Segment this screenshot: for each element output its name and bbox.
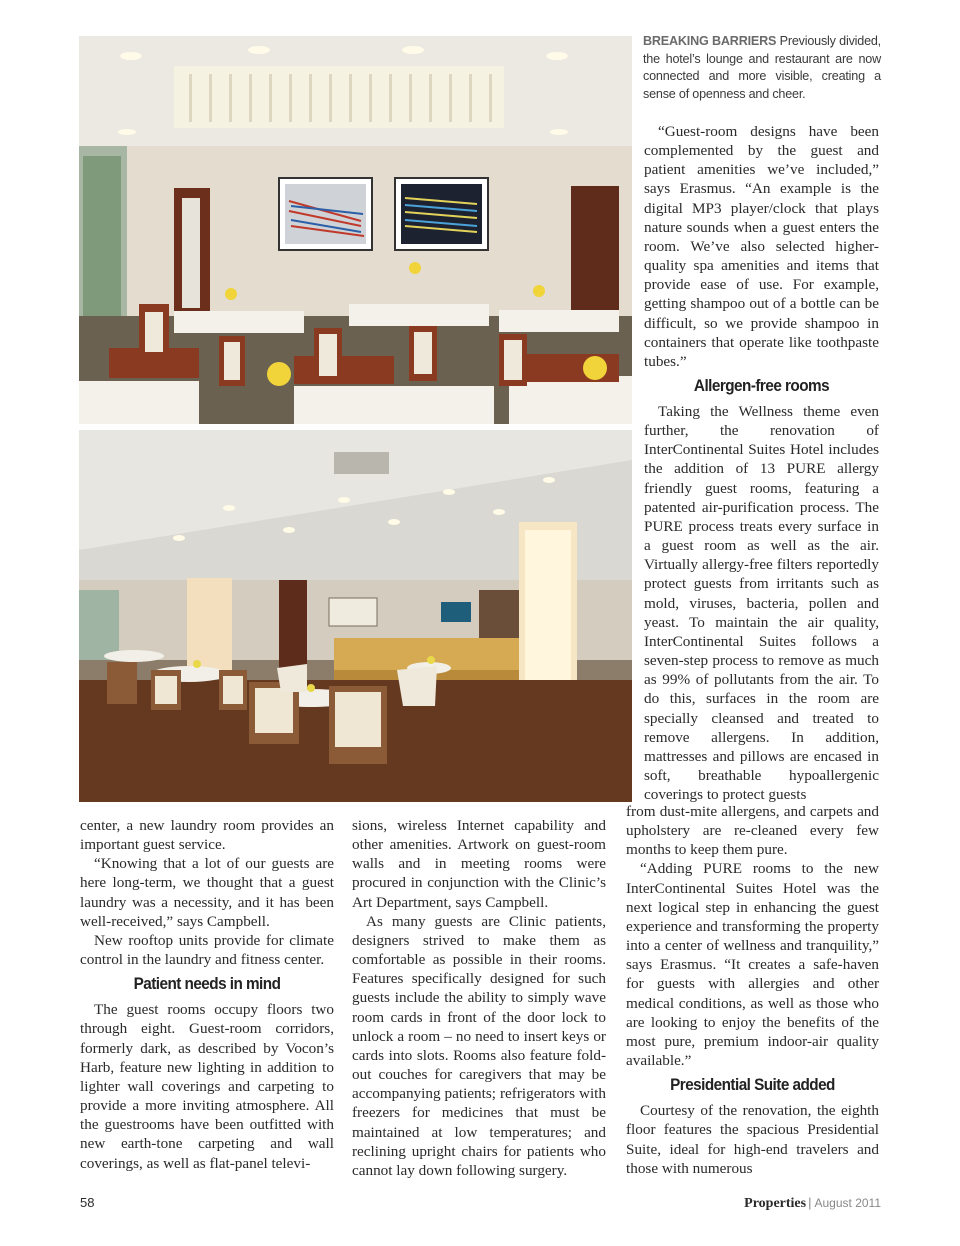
photo-caption [643, 33, 881, 103]
issue-date: August 2011 [814, 1196, 881, 1210]
restaurant-photo [79, 36, 632, 424]
lounge-photo [79, 430, 632, 802]
paragraph: The guest rooms occupy floors two through eight. Guest-room corridors, formerly dark, as described by Vocon’s Harb, feature new lighting in addition to lighter wall coverings and carpeting to provide a more inviting atmosphere. All the guestrooms have been outfitted with new earth-tone carpeting and wall coverings, as well as flat-panel televi- [80, 1001, 334, 1172]
paragraph: New rooftop units provide for climate control in the laundry and fitness center. [80, 931, 334, 969]
page-number: 58 [80, 1195, 95, 1210]
paragraph: “Knowing that a lot of our guests are here long-term, we thought that a guest laundry was a necessity, and it has been well-received,” says Campbell. [80, 855, 334, 930]
restaurant-illustration [79, 36, 632, 424]
paragraph: Taking the Wellness theme even further, the renovation of InterContinental Suites Hotel includes the addition of 13 PURE allergy friendly guest rooms, featuring a patented air-purification process. The PURE process treats every surface in a guest room as well as the air. Virtually allergy-free filters reportedly protect guests from irritants such as mold, viruses, bacteria, pollen and yeast. To maintain the air quality, InterContinental Suites follows a seven-step process to remove as much as 99% of pollutants from the air. To do this, surfaces in the room are specially cleansed and treated to remove allergens. In addition, mattresses and pillows are encased in soft, breathable hypoallergenic coverings to protect guests [644, 403, 879, 804]
running-footer [744, 1195, 881, 1212]
section-heading: Allergen-free rooms [693, 376, 830, 395]
footer-separator: | [808, 1195, 812, 1210]
paragraph: “Adding PURE rooms to the new InterContinental Suites Hotel was the next logical step in enhancing the guest experience and transforming the property into a center of wellness and tranquility,” says Erasmus. “It creates a safe-haven for guests with allergies and other medical conditions, as well as those who are looking to enjoy the benefits of the most pure, premium indoor-air quality available.” [626, 860, 879, 1070]
column-middle [352, 816, 606, 1180]
paragraph: from dust-mite allergens, and carpets and upholstery are re-cleaned every few months to keep them pure. [626, 803, 879, 859]
paragraph: sions, wireless Internet capability and other amenities. Artwork on guest-room walls and in meeting rooms were procured in conjunction with the Clinic’s Art Department, says Campbell. [352, 817, 606, 911]
lounge-illustration [79, 430, 632, 802]
paragraph: “Guest-room designs have been complemented by the guest and patient amenities we’ve included,” says Erasmus. “An example is the digital MP3 player/clock that plays nature sounds when a guest enters the room. We’ve also selected higher-quality spa amenities and items that provide ease of use. For example, getting shampoo out of a bottle can be difficult, so we provide shampoo in containers that operate like toothpaste tubes.” [644, 123, 879, 370]
column-left [80, 816, 334, 1173]
column-right-top [644, 122, 879, 371]
paragraph: Courtesy of the renovation, the eighth floor features the spacious Presidential Suite, ideal for high-end travelers and those with numerous [626, 1102, 879, 1177]
caption-text: Previously divided, the hotel’s lounge and restaurant are now connected and more visible, creating a sense of openness and cheer. [643, 34, 881, 101]
paragraph: As many guests are Clinic patients, designers strived to make them as comfortable as possible in their rooms. Features specifically designed for such guests include the ability to simply wave room cards in front of the door lock to unlock a room – no need to insert keys or cards into slots. Rooms also feature fold-out couches for caregivers that may be accompanying patients; refrigerators with freezers for medicines that must be maintained at low temperatures; and reclining upright chairs for patients who cannot lay down following surgery. [352, 912, 606, 1179]
paragraph: center, a new laundry room provides an important guest service. [80, 817, 334, 854]
section-heading: Presidential Suite added [670, 1075, 835, 1095]
section-heading: Patient needs in mind [133, 974, 281, 994]
column-right-bottom [626, 802, 879, 1178]
publication-name: Properties [744, 1196, 807, 1211]
column-right-middle [644, 376, 879, 804]
caption-lead: BREAKING BARRIERS [643, 34, 777, 48]
